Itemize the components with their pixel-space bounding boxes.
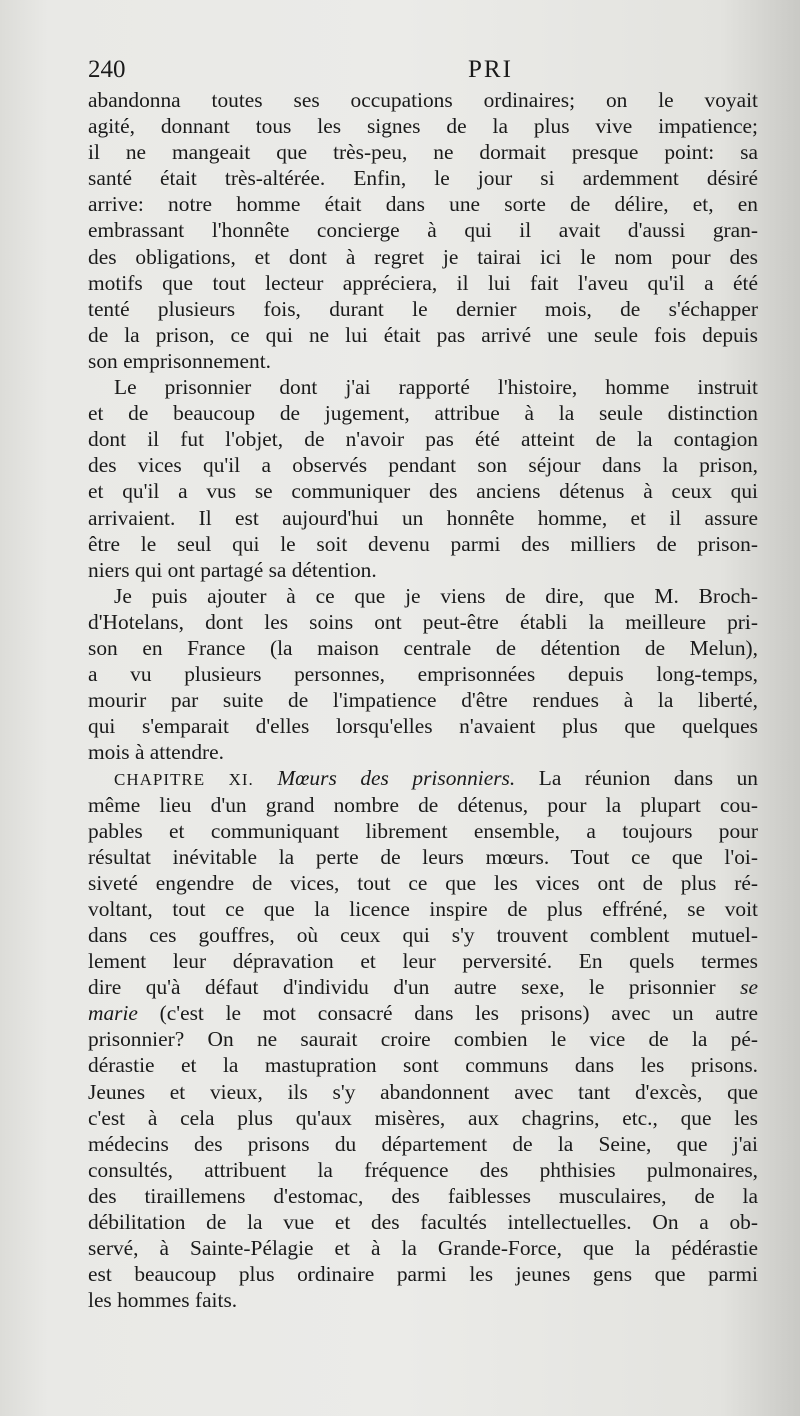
text-line: et de beaucoup de jugement, attribue à la seule distinction — [88, 401, 758, 426]
text-line: siveté engendre de vices, tout ce que les vices ont de plus ré- — [88, 870, 758, 895]
page-header — [88, 56, 758, 88]
text-line: c'est à cela plus qu'aux misères, aux chagrins, etc., que les — [88, 1105, 758, 1130]
text-line: tenté plusieurs fois, durant le dernier mois, de s'échapper — [88, 296, 758, 321]
running-head: PRI — [468, 56, 513, 83]
text-line-with-italic — [88, 974, 758, 1000]
text-line: résultat inévitable la perte de leurs mœurs. Tout ce que l'oi- — [88, 844, 758, 869]
text-line: pables et communiquant librement ensemble, a toujours pour — [88, 818, 758, 843]
text-line: mois à attendre. — [88, 740, 225, 765]
chapter-label: CHAPITRE XI. — [114, 770, 254, 790]
text-line: santé était très-altérée. Enfin, le jour si ardemment désiré — [88, 166, 758, 191]
text-line: arrive: notre homme était dans une sorte de délire, et, en — [88, 192, 758, 217]
text-line: être le seul qui le soit devenu parmi des milliers de prison- — [88, 531, 758, 556]
text-line: les hommes faits. — [88, 1288, 238, 1313]
chapter-title: Mœurs des prisonniers. — [277, 766, 516, 791]
text-line: des tiraillemens d'estomac, des faiblesses musculaires, de la — [88, 1183, 758, 1208]
text-line: son emprisonnement. — [88, 348, 271, 373]
text-line: son en France (la maison centrale de détention de Melun), — [88, 635, 758, 660]
text-line: niers qui ont partagé sa détention. — [88, 557, 377, 582]
italic-se: se — [740, 975, 758, 1000]
text-line: médecins des prisons du département de la Seine, que j'ai — [88, 1131, 758, 1156]
text-line: est beaucoup plus ordinaire parmi les jeunes gens que parmi — [88, 1262, 758, 1287]
text-line: et qu'il a vus se communiquer des anciens détenus à ceux qui — [88, 479, 758, 504]
text-line: Jeunes et vieux, ils s'y abandonnent avec tant d'excès, que — [88, 1079, 758, 1104]
text-line: dont il fut l'objet, de n'avoir pas été atteint de la contagion — [88, 427, 758, 452]
text-segment: (c'est le mot consacré dans les prisons) avec un autre — [159, 1001, 758, 1026]
text-line: motifs que tout lecteur appréciera, il lui fait l'aveu qu'il a été — [88, 270, 758, 295]
text-line: même lieu d'un grand nombre de détenus, pour la plupart cou- — [88, 792, 758, 817]
text-line-with-italic — [88, 1000, 758, 1026]
text-line: abandonna toutes ses occupations ordinaires; on le voyait — [88, 88, 758, 112]
chapter-text: La réunion dans un — [538, 766, 758, 791]
text-line: servé, à Sainte-Pélagie et à la Grande-Force, que la pédérastie — [88, 1236, 758, 1261]
text-line: dérastie et la mastupration sont communs dans les prisons. — [88, 1053, 758, 1078]
text-line: dans ces gouffres, où ceux qui s'y trouvent comblent mutuel- — [88, 923, 758, 947]
text-line: Je puis ajouter à ce que je viens de dire, que M. Broch- — [114, 583, 758, 608]
text-line: arrivaient. Il est aujourd'hui un honnête homme, et il assure — [88, 505, 758, 530]
text-line: qui s'emparait d'elles lorsqu'elles n'avaient plus que quelques — [88, 714, 758, 739]
text-line: embrassant l'honnête concierge à qui il avait d'aussi gran- — [88, 218, 758, 243]
italic-marie: marie — [88, 1001, 138, 1026]
page-number: 240 — [88, 56, 126, 83]
text-line: de la prison, ce qui ne lui était pas arrivé une seule fois depuis — [88, 322, 758, 347]
text-line: il ne mangeait que très-peu, ne dormait presque point: sa — [88, 140, 758, 165]
text-line: débilitation de la vue et des facultés intellectuelles. On a ob- — [88, 1210, 758, 1235]
text-line: Le prisonnier dont j'ai rapporté l'histoire, homme instruit — [114, 375, 758, 400]
text-line: a vu plusieurs personnes, emprisonnées depuis long-temps, — [88, 662, 758, 687]
text-line: agité, donnant tous les signes de la plus vive impatience; — [88, 114, 758, 139]
text-line: consultés, attribuent la fréquence des phthisies pulmonaires, — [88, 1157, 758, 1182]
text-segment: dire qu'à défaut d'individu d'un autre sexe, le prisonnier — [88, 975, 716, 1000]
text-line: mourir par suite de l'impatience d'être rendues à la liberté, — [88, 688, 758, 713]
text-line: voltant, tout ce que la licence inspire de plus effréné, se voit — [88, 896, 758, 921]
body-text — [88, 87, 758, 1313]
text-line: des vices qu'il a observés pendant son séjour dans la prison, — [88, 453, 758, 478]
chapter-line — [88, 765, 758, 791]
text-line: prisonnier? On ne saurait croire combien le vice de la pé- — [88, 1027, 758, 1052]
text-line: lement leur dépravation et leur perversité. En quels termes — [88, 949, 758, 974]
text-line: d'Hotelans, dont les soins ont peut-être établi la meilleure pri- — [88, 609, 758, 634]
text-line: des obligations, et dont à regret je tairai ici le nom pour des — [88, 244, 758, 269]
